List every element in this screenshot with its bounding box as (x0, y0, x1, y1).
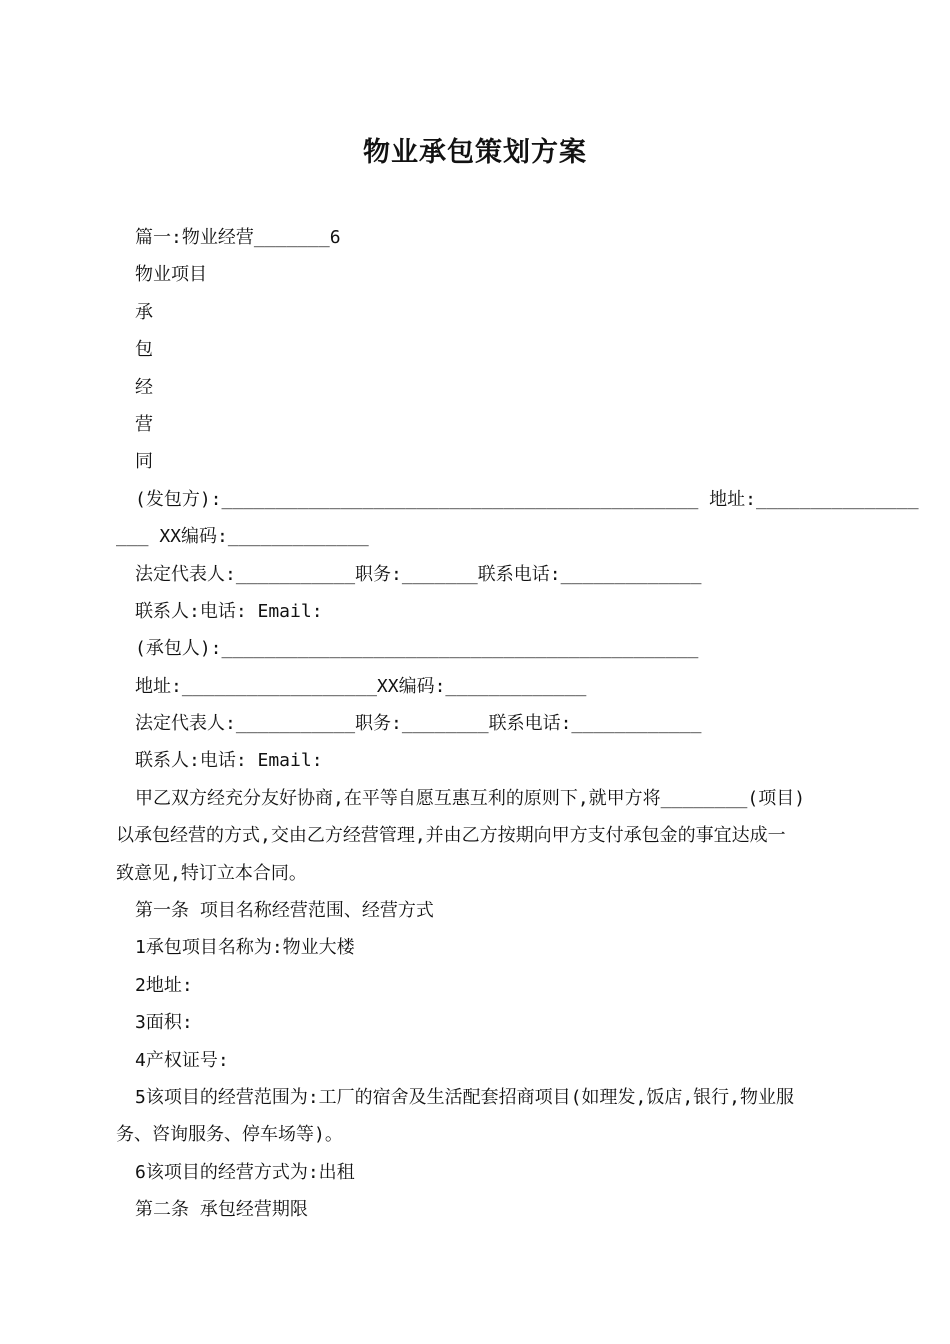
text-line: 法定代表人:___________职务:_______联系电话:_____________ (135, 563, 702, 585)
text-line: 务、咨询服务、停车场等)。 (116, 1124, 343, 1146)
text-line: 3面积: (135, 1012, 193, 1034)
text-line: (承包人):____________________________________________ (135, 638, 699, 660)
document-title: 物业承包策划方案 (363, 137, 587, 168)
text-line: 篇一:物业经营_______6 (135, 227, 341, 248)
text-line: 5该项目的经营范围为:工厂的宿舍及生活配套招商项目(如理发,饭店,银行,物业服 (135, 1086, 795, 1108)
text-line: 承 (135, 301, 153, 323)
text-line: ___ XX编码:_____________ (116, 526, 369, 548)
text-line: 联系人:电话: Email: (135, 750, 323, 772)
text-line: 4产权证号: (135, 1049, 229, 1071)
text-line: 物业项目 (135, 264, 207, 286)
text-line: 2地址: (135, 974, 193, 996)
text-line: 地址:__________________XX编码:_____________ (135, 675, 587, 697)
text-line: 同 (135, 451, 153, 473)
document-body (0, 223, 950, 1233)
text-line: 甲乙双方经充分友好协商,在平等自愿互惠互利的原则下,就甲方将________(项目) (135, 787, 806, 809)
text-line: 1承包项目名称为:物业大楼 (135, 937, 355, 959)
text-line: 营 (135, 413, 153, 435)
text-line: 联系人:电话: Email: (135, 600, 323, 622)
text-line: 第一条 项目名称经营范围、经营方式 (135, 900, 434, 922)
text-line: 经 (135, 376, 153, 398)
text-line: 包 (135, 339, 153, 361)
text-line: 法定代表人:___________职务:________联系电话:____________ (135, 713, 702, 735)
text-line: 6该项目的经营方式为:出租 (135, 1161, 355, 1183)
text-line: 以承包经营的方式,交由乙方经营管理,并由乙方按期向甲方支付承包金的事宜达成一 (116, 825, 786, 847)
text-line: 第二条 承包经营期限 (135, 1199, 308, 1221)
text-line: 致意见,特订立本合同。 (116, 862, 307, 884)
text-line: (发包方):____________________________________________ 地址:_______________ (135, 488, 919, 510)
